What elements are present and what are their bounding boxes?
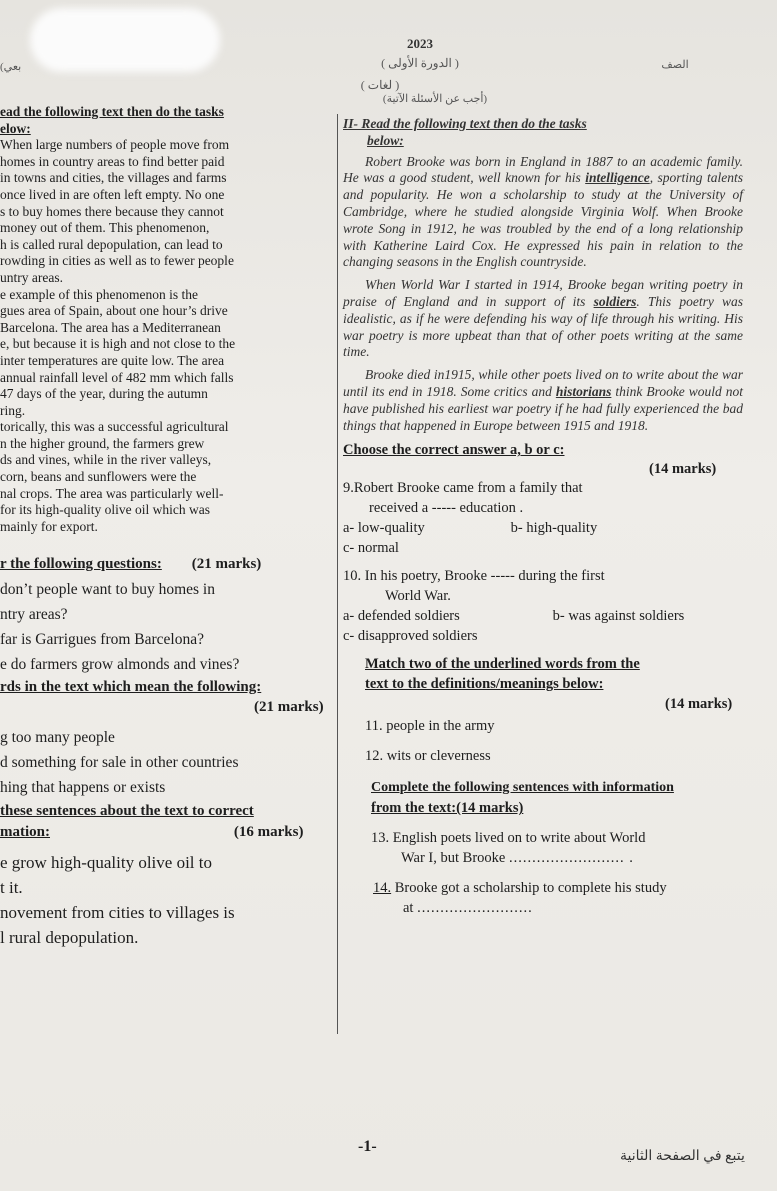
text-line: mainly for export. [0, 518, 98, 534]
underlined-word-historians: historians [555, 383, 612, 399]
question-10-options [343, 606, 773, 626]
header-left-cut: (بعي [0, 61, 22, 73]
correct-line: novement from cities to villages is [0, 903, 235, 923]
right-tasks [343, 440, 773, 918]
question-14-text: Brooke got a scholarship to complete his study [391, 880, 667, 897]
paragraph-text: , sporting talents and popularity. He won a scholarship to study at the University of Cambridge, where he studied alongside Virginia Wolf. When Brooke wrote Song in 1912, he was troubled by the end of a long relationship with Katherine Laird Cox. He expressed his pain in relation to the changing seasons in the English countryside. [343, 170, 743, 270]
left-column [0, 104, 336, 950]
text-line: corn, beans and sunflowers were the [0, 469, 197, 485]
answer-blank-14: ......................... [417, 900, 533, 917]
text-line: 47 days of the year, during the autumn [0, 386, 208, 402]
question-10: 10. In his poetry, Brooke ----- during the first [343, 568, 605, 585]
words-heading: rds in the text which mean the following: [0, 679, 262, 696]
text-line: money out of them. This phenomenon, [0, 220, 210, 236]
text-line: rowding in cities as well as to fewer people [0, 253, 234, 269]
text-line: inter temperatures are quite low. The area [0, 352, 225, 368]
right-column [343, 116, 773, 918]
question-14-cont [343, 898, 773, 918]
questions-heading-row [0, 551, 336, 577]
correct-line: l rural depopulation. [0, 928, 139, 948]
paragraph-text: When World War I started in 1914, Brooke began writing poetry in praise of England and in support of its [343, 277, 743, 309]
definition-line: g too many people [0, 729, 115, 747]
paragraph-text: think Brooke would not have published his earliest war poetry if he had fully experienced the bad things that happened in Europe between 1915 and 1918. [343, 383, 743, 433]
question-9-cont: received a ----- education . [369, 500, 524, 517]
correct-line: e grow high-quality olive oil to [0, 853, 212, 873]
paragraph-text: Robert Brooke was born in England in 1887 to an academic family. He was a good student, well known for his [343, 153, 743, 186]
question-13: 13. English poets lived on to write about World [371, 830, 646, 847]
left-heading-2: elow: [0, 120, 31, 136]
question-10-cont: World War. [385, 588, 451, 605]
text-line: homes in country areas to find better paid [0, 153, 225, 169]
correct-line: t it. [0, 878, 23, 898]
option-b: b- high-quality [510, 520, 598, 537]
text-line: Barcelona. The area has a Mediterranean [0, 319, 221, 335]
text-line: once lived in are often left empty. No one [0, 186, 225, 202]
underlined-word-intelligence: intelligence [585, 170, 650, 186]
question-14-number: 14. [373, 880, 392, 897]
text-line: When large numbers of people move from [0, 137, 230, 153]
question-line: e do farmers grow almonds and vines? [0, 656, 240, 674]
text-line: for its high-quality olive oil which was [0, 502, 210, 518]
text-line: e example of this phenomenon is the [0, 286, 198, 302]
text-line: nal crops. The area was particularly well- [0, 485, 224, 501]
definition-line: hing that happens or exists [0, 779, 166, 797]
questions-heading: r the following questions: [0, 556, 162, 573]
option-b: b- was against soldiers [552, 608, 685, 625]
header-subtitle-2: ( لغات ) [360, 78, 400, 92]
paragraph-2 [343, 277, 743, 361]
text-line: ring. [0, 402, 26, 418]
underlined-word-soldiers: soldiers [593, 293, 637, 309]
correct-heading-2: mation: [0, 824, 50, 841]
left-reading-text [0, 137, 336, 535]
redacted-area [30, 8, 220, 72]
complete-heading-2: from the text:(14 marks) [371, 800, 524, 817]
page-number: -1- [358, 1138, 377, 1155]
definition-line: d something for sale in other countries [0, 754, 239, 772]
paragraph-text: Brooke died in1915, while other poets lived on to write about the war until its end in 1918. Some critics and [343, 367, 743, 399]
text-line: ds and vines, while in the river valleys, [0, 452, 212, 468]
question-13-text: War I, but Brooke [401, 850, 506, 867]
option-c: c- disapproved soldiers [343, 628, 478, 645]
words-marks: (21 marks) [254, 699, 324, 716]
correct-marks: (16 marks) [233, 824, 304, 841]
question-line: ntry areas? [0, 606, 68, 624]
left-questions [0, 551, 336, 950]
question-line: don’t people want to buy homes in [0, 581, 215, 599]
question-12: 12. wits or cleverness [365, 748, 491, 765]
question-9-options [343, 518, 773, 538]
text-line: h is called rural depopulation, can lead to [0, 236, 223, 252]
questions-marks: (21 marks) [191, 556, 262, 573]
text-line: s to buy homes there because they cannot [0, 203, 224, 219]
question-14 [343, 878, 773, 898]
question-14-text-2: at [403, 900, 414, 917]
choose-heading: Choose the correct answer a, b or c: [343, 442, 565, 459]
text-line: annual rainfall level of 482 mm which falls [0, 369, 234, 385]
header-year: 2023 [407, 36, 433, 51]
left-heading: ead the following text then do the tasks [0, 104, 224, 119]
header-grade: الصف [661, 59, 689, 71]
question-11: 11. people in the army [365, 718, 495, 735]
text-line: in towns and cities, the villages and farms [0, 170, 227, 186]
match-heading: Match two of the underlined words from the [365, 656, 640, 673]
question-13-cont [343, 848, 773, 868]
question-9: 9.Robert Brooke came from a family that [343, 480, 583, 497]
text-line: n the higher ground, the farmers grew [0, 435, 205, 451]
paragraph-3 [343, 367, 743, 434]
correct-heading-row [0, 822, 336, 842]
match-heading-2: text to the definitions/meanings below: [365, 676, 604, 693]
header-subtitle: ( الدورة الأولى ) [381, 56, 459, 70]
right-heading-2: below: [367, 132, 404, 148]
match-marks: (14 marks) [665, 696, 733, 713]
correct-heading: these sentences about the text to correct [0, 803, 254, 820]
choose-marks: (14 marks) [649, 461, 717, 478]
option-a: a- defended soldiers [343, 608, 460, 625]
text-line: e, but because it is high and not close to the [0, 336, 236, 352]
option-c: c- normal [343, 540, 399, 557]
complete-heading: Complete the following sentences with information [371, 780, 674, 796]
header-note: (أجب عن الأسئلة الآتية) [382, 93, 488, 105]
right-reading-text [343, 116, 773, 434]
option-a: a- low-quality [343, 520, 425, 537]
text-line: gues area of Spain, about one hour’s drive [0, 303, 228, 319]
continued-note: يتبع في الصفحة الثانية [620, 1149, 745, 1164]
question-line: far is Garrigues from Barcelona? [0, 631, 204, 649]
right-heading: II- Read the following text then do the tasks [343, 116, 587, 131]
answer-blank-13: ......................... . [508, 850, 634, 867]
paragraph-text: . This poetry was idealistic, as if he were defending his way of life through his writing. His war poetry is more upbeat than that of other poets writing at the same time. [343, 293, 743, 360]
column-divider [337, 114, 338, 1034]
text-line: torically, this was a successful agricultural [0, 419, 229, 435]
text-line: untry areas. [0, 269, 63, 285]
paragraph-1 [343, 154, 743, 272]
